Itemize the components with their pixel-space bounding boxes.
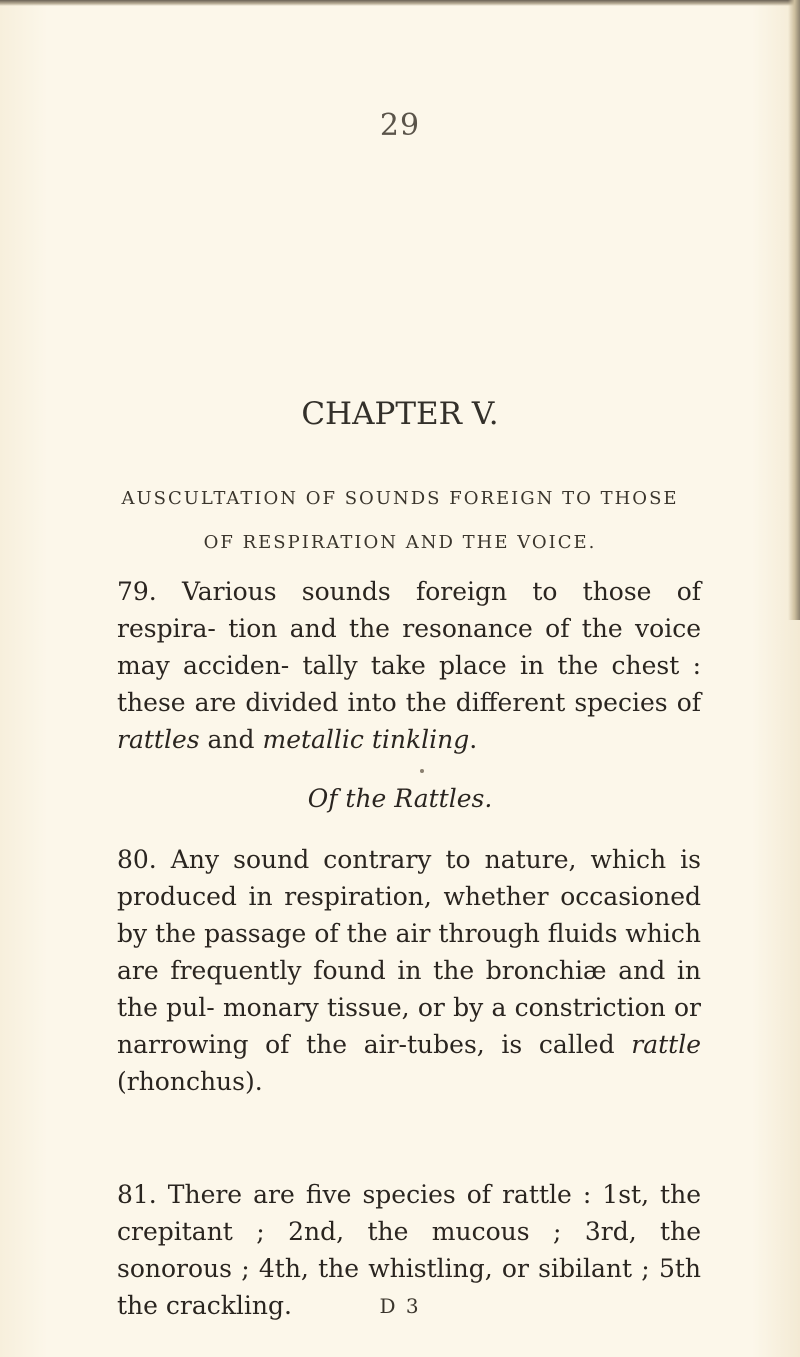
paragraph-79-emphasis-metallic-tinkling: metallic tinkling — [262, 725, 470, 754]
printer-dot — [420, 769, 424, 773]
page-top-edge — [0, 0, 800, 6]
paragraph-79-emphasis-rattles: rattles — [117, 725, 200, 754]
chapter-subtitle-line-2: OF RESPIRATION AND THE VOICE. — [203, 532, 597, 553]
chapter-title: CHAPTER V. — [301, 396, 499, 432]
signature-mark: D 3 — [379, 1294, 421, 1318]
paragraph-79-text: 79. Various sounds foreign to those of respira- tion and the resonance of the voice may acciden- tally take place in the chest : these are divided into the different species of — [117, 577, 701, 717]
paragraph-80-emphasis-rattle: rattle — [631, 1030, 701, 1059]
paragraph-80 — [117, 841, 701, 1100]
paragraph-79-and: and — [199, 725, 263, 754]
page-number: 29 — [379, 108, 421, 143]
paragraph-81-text: 81. There are five species of rattle : 1st, the crepitant ; 2nd, the mucous ; 3rd, the sonorous ; 4th, the whistling, or sibilant ; 5th the crackling. — [117, 1180, 701, 1320]
page-right-edge — [788, 0, 800, 620]
paragraph-80-end: (rhonchus). — [117, 1067, 263, 1096]
paragraph-79-end: . — [469, 725, 478, 754]
paragraph-80-text: 80. Any sound contrary to nature, which is produced in respiration, whether occasioned by the passage of the air through fluids which are frequently found in the bronchiæ and in the pul- monary tissue, or by a constriction or narrowing of the air-tubes, is called — [117, 845, 701, 1059]
section-heading: Of the Rattles. — [307, 784, 493, 813]
chapter-subtitle-line-1: AUSCULTATION OF SOUNDS FOREIGN TO THOSE — [121, 488, 679, 509]
paragraph-79 — [117, 573, 701, 758]
